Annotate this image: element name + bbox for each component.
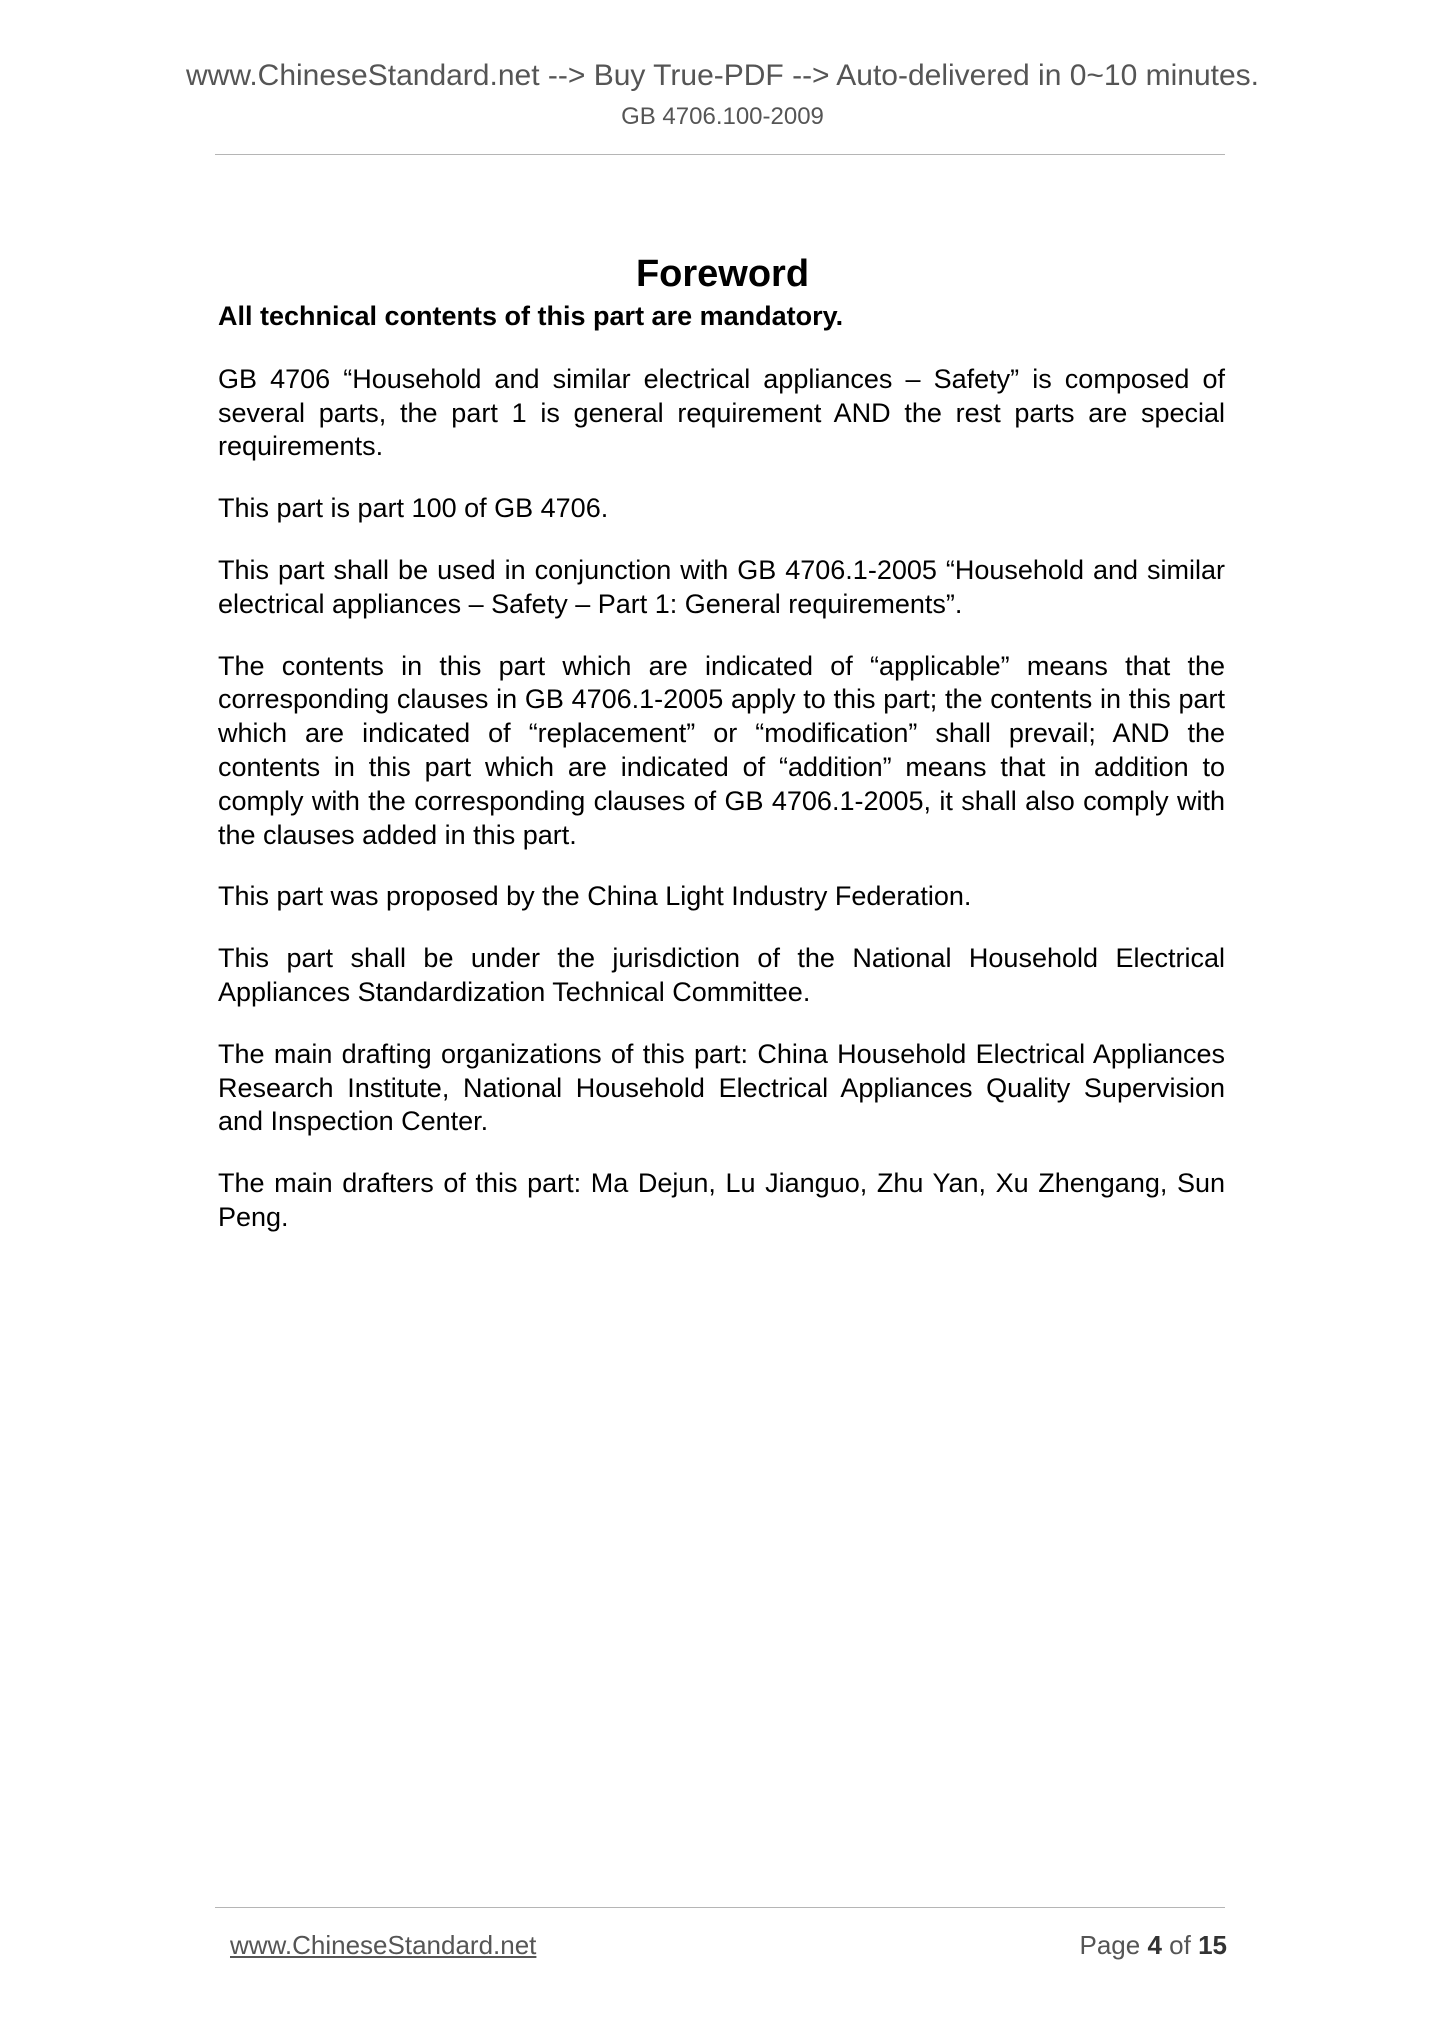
paragraph-conjunction: This part shall be used in conjunction with GB 4706.1-2005 “Household and similar electrical appliances – Safety – Part 1: General requirements”. xyxy=(218,554,1225,619)
page-title: Foreword xyxy=(635,253,810,296)
header-divider xyxy=(215,154,1225,155)
paragraph-drafters: The main drafters of this part: Ma Dejun, Lu Jianguo, Zhu Yan, Xu Zhengang, Sun Peng. xyxy=(218,1168,1225,1232)
paragraph-jurisdiction: This part shall be under the jurisdiction of the National Household Electrical Appliances Standardization Technical Committee. xyxy=(218,943,1225,1007)
footer-divider xyxy=(215,1907,1225,1908)
document-code: GB 4706.100-2009 xyxy=(621,103,824,130)
paragraph-applicability: The contents in this part which are indicated of “applicable” means that the corresponding clauses in GB 4706.1-2005 apply to this part; the contents in this part which are indicated of “replacement” or “modification” shall prevail; AND the contents in this part which are indicated of “addition” means that in addition to comply with the corresponding clauses of GB 4706.1-2005, it shall also comply with the clauses added in this part. xyxy=(218,650,1225,850)
paragraph-proposed-by: This part was proposed by the China Light Industry Federation. xyxy=(218,881,972,912)
page-total: 15 xyxy=(1198,1930,1227,1960)
paragraph-drafting-organizations: The main drafting organizations of this part: China Household Electrical Appliances Research Institute, National Household Electrical Appliances Quality Supervision and Inspection Center. xyxy=(218,1038,1225,1137)
mandatory-statement: All technical contents of this part are mandatory. xyxy=(218,301,844,331)
footer-website-link[interactable]: www.ChineseStandard.net xyxy=(230,1930,537,1960)
paragraph-part-number: This part is part 100 of GB 4706. xyxy=(218,493,609,524)
foreword-body xyxy=(218,300,1225,1263)
paragraph-composition: GB 4706 “Household and similar electrical appliances – Safety” is composed of several parts, the part 1 is general requirement AND the rest parts are special requirements. xyxy=(218,363,1225,462)
page-current: 4 xyxy=(1147,1930,1162,1960)
page-of: of xyxy=(1169,1930,1191,1960)
page-label: Page xyxy=(1079,1930,1141,1960)
page-number xyxy=(1079,1929,1227,1961)
header-banner: www.ChineseStandard.net --> Buy True-PDF --> Auto-delivered in 0~10 minutes. xyxy=(185,59,1260,92)
